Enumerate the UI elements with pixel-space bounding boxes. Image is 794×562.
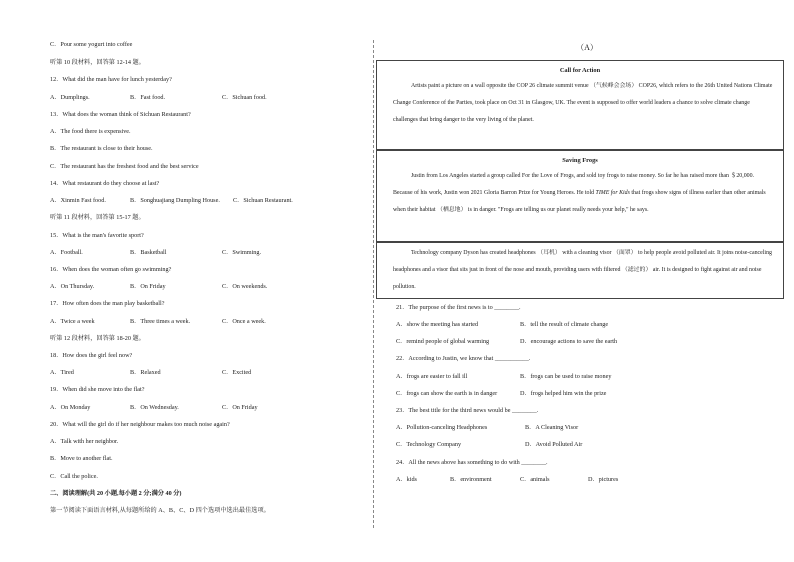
question-13: 13．What does the woman think of Sichuan Restaurant?: [50, 111, 191, 118]
q21-option-d: D．encourage actions to save the earth: [520, 338, 618, 345]
news-title: Saving Frogs: [562, 157, 598, 164]
q19-option-a: A．On Monday: [50, 404, 91, 411]
section-instruction: 听第 10 段材料，回答第 12-14 题。: [50, 59, 145, 66]
q24-option-b: B．environment: [450, 476, 492, 483]
part-heading: 二、阅读理解(共 20 小题,每小题 2 分;满分 40 分): [50, 490, 182, 497]
q23-option-a: A．Pollution-canceling Headphones: [396, 424, 488, 431]
q13-option-c: C．The restaurant has the freshest food and the best service: [50, 163, 199, 170]
q16-option-c: C．On weekends.: [222, 283, 268, 290]
q23-option-c: C．Technology Company: [396, 441, 462, 448]
q21-option-c: C．remind people of global warming: [396, 338, 490, 345]
q13-option-b: B．The restaurant is close to their house.: [50, 145, 153, 152]
section-instruction: 听第 11 段材料，回答第 15-17 题。: [50, 214, 145, 221]
q18-option-b: B．Relaxed: [130, 369, 161, 376]
q24-option-d: D．pictures: [588, 476, 619, 483]
news-text: Technology company Dyson has created headphones （耳机） with a cleaning visor （面罩） to help people avoid polluted air. It joins noise-canceling headphones and a visor that sits just in front of the nose and mouth, providing users with filtered （滤过的） air. It is designed to fight against air and noise pollution.: [393, 250, 772, 290]
q15-option-b: B．Basketball: [130, 249, 167, 256]
q17-option-b: B．Three times a week.: [130, 318, 191, 325]
q24-option-a: A．kids: [396, 476, 417, 483]
q14-option-b: B．Songhuajiang Dumpling House.: [130, 197, 220, 204]
q23-option-b: B．A Cleaning Visor: [525, 424, 579, 431]
question-20: 20．What will the girl do if her neighbour makes too much noise again?: [50, 421, 230, 428]
q14-option-c: C．Sichuan Restaurant.: [233, 197, 293, 204]
question-19: 19．When did she move into the flat?: [50, 386, 145, 393]
passage-heading: （A）: [576, 43, 598, 52]
news-box-saving-frogs: [376, 150, 784, 242]
section-instruction: 听第 12 段材料，回答第 18-20 题。: [50, 335, 145, 342]
q19-option-c: C．On Friday: [222, 404, 258, 411]
q24-option-c: C．animals: [520, 476, 550, 483]
question-16: 16．When does the woman often go swimming?: [50, 266, 172, 273]
part-instruction: 第一节阅读下面语言材料,从每题所给的 A、B、C、D 四个选项中选出最佳选项。: [50, 507, 270, 514]
q22-option-d: D．frogs helped him win the prize: [520, 390, 607, 397]
question-18: 18．How does the girl feel now?: [50, 352, 133, 359]
question-24: 24．All the news above has something to do with ________.: [396, 459, 548, 466]
news-text: Justin from Los Angeles started a group called For the Love of Frogs, and sold toy frogs to raise money. So far he has raised more than ＄20,000. Because of his work, Justin won 2021 Gloria Barron Prize for Young Heroes. He told TIME for Kids that frogs show signs of illness earlier than other animals when their habitat （栖息地） is in danger. "Frogs are telling us our planet really needs your help," he says.: [393, 173, 766, 213]
q21-option-b: B．tell the result of climate change: [520, 321, 609, 328]
q18-option-a: A．Tired: [50, 369, 74, 376]
q16-option-a: A．On Thursday.: [50, 283, 95, 290]
question-14: 14．What restaurant do they choose at last?: [50, 180, 160, 187]
q13-option-a: A．The food there is expensive.: [50, 128, 131, 135]
news-text: Artists paint a picture on a wall opposite the COP 26 climate summit venue （气候峰会会场） COP26, which refers to the 26th United Nations Climate Change Conference of the Parties, took place on Oct 31 in Glasgow, UK. The event is supposed to offer world leaders a chance to solve climate change challenges that bring danger to the very living of the planet.: [393, 83, 773, 123]
q20-option-b: B．Move to another flat.: [50, 455, 113, 462]
q19-option-b: B．On Wednesday.: [130, 404, 179, 411]
q22-option-b: B．frogs can be used to raise money: [520, 373, 612, 380]
question-15: 15．What is the man's favorite sport?: [50, 232, 144, 239]
q14-option-a: A．Xinmin Fast food.: [50, 197, 106, 204]
question-12: 12．What did the man have for lunch yesterday?: [50, 76, 172, 83]
q17-option-c: C．Once a week.: [222, 318, 266, 325]
news-box-call-for-action: [376, 60, 784, 150]
q12-option-a: A．Dumplings.: [50, 94, 90, 101]
option-line: C．Pour some yogurt into coffee: [50, 41, 133, 48]
news-title: Call for Action: [559, 67, 601, 74]
question-21: 21．The purpose of the first news is to ________.: [396, 304, 521, 311]
q21-option-a: A．show the meeting has started: [396, 321, 479, 328]
q15-option-c: C．Swimming.: [222, 249, 262, 256]
q12-option-b: B．Fast food.: [130, 94, 166, 101]
q23-option-d: D．Avoid Polluted Air: [525, 441, 583, 448]
question-22: 22．According to Justin, we know that ___________.: [396, 355, 531, 362]
q20-option-a: A．Talk with her neighbor.: [50, 438, 119, 445]
q22-option-c: C．frogs can show the earth is in danger: [396, 390, 498, 397]
question-23: 23．The best title for the third news would be ________.: [396, 407, 539, 414]
q17-option-a: A．Twice a week: [50, 318, 95, 325]
q22-option-a: A．frogs are easier to fall ill: [396, 373, 468, 380]
column-divider: [373, 40, 374, 528]
q20-option-c: C．Call the police.: [50, 473, 98, 480]
news-box-technology: [376, 242, 784, 299]
question-17: 17．How often does the man play basketball?: [50, 300, 165, 307]
q18-option-c: C．Excited: [222, 369, 252, 376]
q16-option-b: B．On Friday: [130, 283, 166, 290]
q12-option-c: C．Sichuan food.: [222, 94, 267, 101]
q15-option-a: A．Football.: [50, 249, 83, 256]
